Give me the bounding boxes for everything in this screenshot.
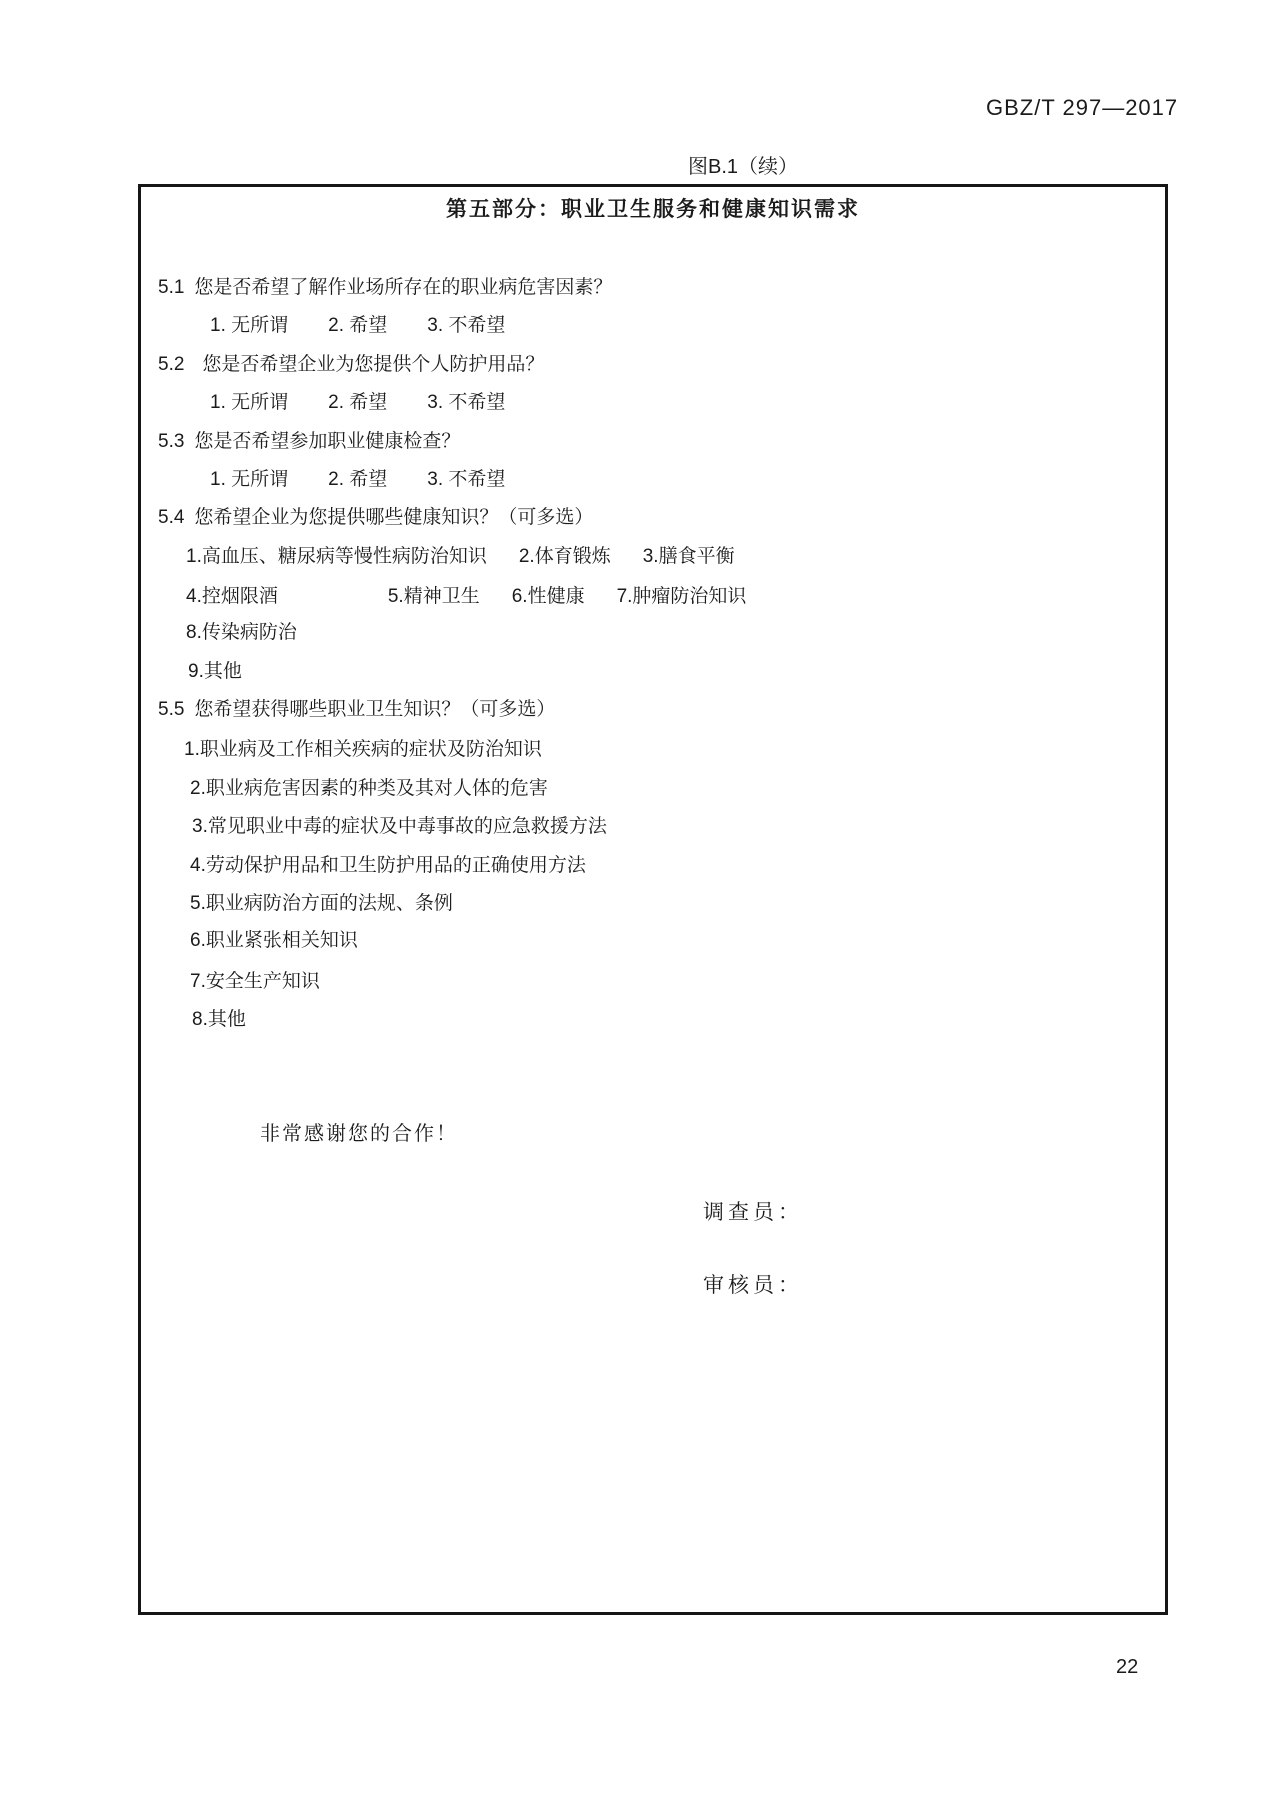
question-number: 5.2 — [158, 354, 185, 375]
option-item: 1. 无所谓 — [210, 392, 289, 413]
figure-caption: 图B.1（续） — [688, 156, 799, 178]
question-number: 5.5 — [158, 699, 185, 720]
question-5-1 — [158, 276, 612, 300]
section-title: 第五部分：职业卫生服务和健康知识需求 — [446, 198, 860, 221]
options-5-1 — [210, 314, 505, 338]
option-item: 1. 无所谓 — [210, 315, 289, 336]
option-item: 3. 不希望 — [427, 392, 506, 413]
options-5-4-row-1 — [186, 545, 735, 569]
question-text: 您是否希望参加职业健康检查？ — [194, 431, 461, 452]
options-5-2 — [210, 391, 505, 415]
option-item: 2.体育锻炼 — [518, 546, 611, 567]
option-item: 6.性健康 — [511, 586, 585, 607]
options-5-4-row-2 — [186, 585, 746, 609]
option-item: 3. 不希望 — [427, 315, 506, 336]
question-5-2 — [158, 353, 544, 377]
question-5-5 — [158, 698, 555, 722]
thanks-note: 非常感谢您的合作！ — [260, 1123, 458, 1145]
options-5-4-row-4 — [188, 660, 242, 684]
question-text: 您希望获得哪些职业卫生知识？（可多选） — [194, 699, 556, 720]
list-item-5-5-2: 2.职业病危害因素的种类及其对人体的危害 — [190, 778, 548, 799]
options-5-3 — [210, 468, 505, 492]
question-text: 您是否希望了解作业场所存在的职业病危害因素？ — [194, 277, 613, 298]
option-item: 8.传染病防治 — [186, 622, 297, 643]
option-item: 2. 希望 — [328, 315, 388, 336]
option-item: 2. 希望 — [328, 392, 388, 413]
question-5-3 — [158, 430, 460, 454]
question-number: 5.4 — [158, 507, 185, 528]
options-5-4-row-3 — [186, 621, 297, 645]
list-item-5-5-6: 6.职业紧张相关知识 — [190, 930, 358, 951]
question-number: 5.3 — [158, 431, 185, 452]
question-number: 5.1 — [158, 277, 185, 298]
option-item: 4.控烟限酒 — [186, 586, 278, 607]
option-item: 2. 希望 — [328, 469, 388, 490]
list-item-5-5-1: 1.职业病及工作相关疾病的症状及防治知识 — [184, 739, 542, 760]
reviewer-label: 审核员： — [703, 1274, 803, 1297]
question-5-4 — [158, 506, 593, 530]
question-text: 您是否希望企业为您提供个人防护用品？ — [202, 354, 545, 375]
list-item-5-5-7: 7.安全生产知识 — [190, 971, 320, 992]
list-item-5-5-5: 5.职业病防治方面的法规、条例 — [190, 893, 453, 914]
surveyor-label: 调查员： — [703, 1201, 803, 1224]
option-item: 3.膳食平衡 — [642, 546, 735, 567]
standard-number: GBZ/T 297—2017 — [986, 95, 1179, 120]
option-item: 7.肿瘤防治知识 — [616, 586, 747, 607]
list-item-5-5-8: 8.其他 — [192, 1009, 246, 1030]
option-item: 1.高血压、糖尿病等慢性病防治知识 — [186, 546, 487, 567]
list-item-5-5-4: 4.劳动保护用品和卫生防护用品的正确使用方法 — [190, 855, 586, 876]
option-item: 9.其他 — [188, 661, 242, 682]
questionnaire-box — [138, 184, 1168, 1615]
option-item: 5.精神卫生 — [387, 586, 480, 607]
option-item: 3. 不希望 — [427, 469, 506, 490]
page-number: 22 — [1116, 1656, 1139, 1678]
list-item-5-5-3: 3.常见职业中毒的症状及中毒事故的应急救援方法 — [192, 816, 607, 837]
option-item: 1. 无所谓 — [210, 469, 289, 490]
question-text: 您希望企业为您提供哪些健康知识？（可多选） — [194, 507, 594, 528]
